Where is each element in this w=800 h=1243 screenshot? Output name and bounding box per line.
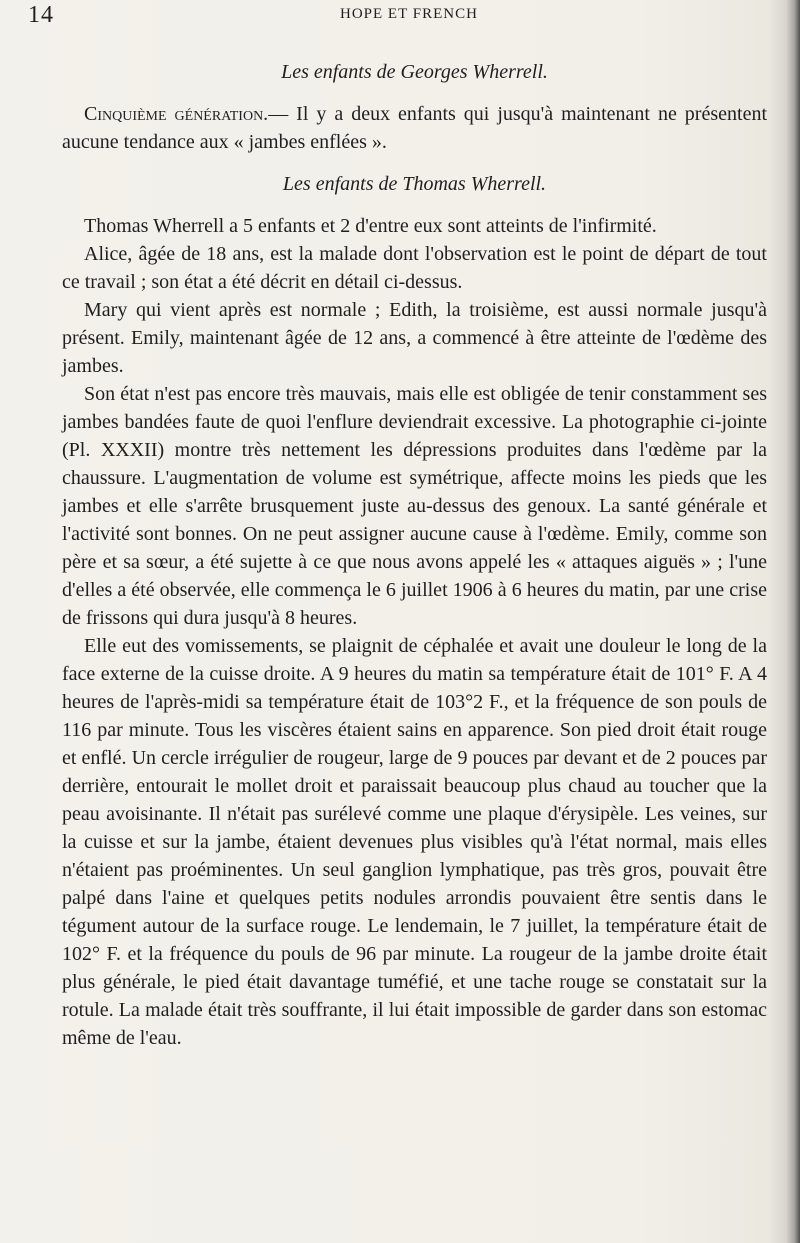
paragraph-1: Thomas Wherrell a 5 enfants et 2 d'entre eux sont atteints de l'infirmité.	[84, 215, 657, 237]
body-text	[62, 58, 767, 1052]
paragraph-4: Son état n'est pas encore très mauvais, mais elle est obligée de tenir constamment ses jambes bandées faute de quoi l'enflure deviendrait excessive. La photographie ci-jointe (Pl. XXXII) montre très nettement les dépressions produites dans l'œdème par la chaussure. L'augmentation de volume est symétrique, affecte moins les pieds que les jambes et elle s'arrête brusquement juste au-dessus des genoux. La santé générale et l'activité sont bonnes. On ne peut assigner aucune cause à l'œdème. Emily, comme son père et sa sœur, a été sujette à ce que nous avons appelé les « attaques aiguës » ; l'une d'elles a été observée, elle commença le 6 juillet 1906 à 6 heures du matin, par une crise de frissons qui dura jusqu'à 8 heures.	[62, 383, 767, 629]
paragraph-2: Alice, âgée de 18 ans, est la malade dont l'observation est le point de départ de tout ce travail ; son état a été décrit en détail ci-dessus.	[62, 243, 767, 293]
section-heading-georges: Les enfants de Georges Wherrell.	[281, 61, 548, 83]
generation-paragraph	[62, 100, 767, 156]
generation-label: Cinquième génération.	[84, 103, 269, 125]
paragraph-5: Elle eut des vomissements, se plaignit de céphalée et avait une douleur le long de la face externe de la cuisse droite. A 9 heures du matin sa température était de 101° F. A 4 heures de l'après-midi sa température était de 103°2 F., et la fréquence de son pouls de 116 par minute. Tous les viscères étaient sains en apparence. Son pied droit était rouge et enflé. Un cercle irrégulier de rougeur, large de 9 pouces par devant et de 2 pouces par derrière, entourait le mollet droit et paraissait beaucoup plus chaud au toucher que la peau avoisinante. Il n'était pas surélevé comme une plaque d'érysipèle. Les veines, sur la cuisse et sur la jambe, étaient devenues plus visibles qu'à l'état normal, mais elles n'étaient pas proéminentes. Un seul ganglion lymphatique, pas très gros, pouvait être palpé dans l'aine et quelques petits nodules arrondis pouvaient être sentis dans le tégument autour de la surface rouge. Le lendemain, le 7 juillet, la température était de 102° F. et la fréquence du pouls de 96 par minute. La rougeur de la jambe droite était plus générale, le pied était davantage tuméfié, et une tache rouge se constatait sur la rotule. La malade était très souffrante, il lui était impossible de garder dans son estomac même de l'eau.	[62, 635, 767, 1049]
generation-text: — Il y a deux enfants qui jusqu'à maintenant ne présentent aucune tendance aux « jambes enflées ».	[62, 103, 767, 153]
paragraph-3: Mary qui vient après est normale ; Edith, la troisième, est aussi normale jusqu'à présent. Emily, maintenant âgée de 12 ans, a commencé à être atteinte de l'œdème des jambes.	[62, 299, 767, 377]
section-heading-thomas: Les enfants de Thomas Wherrell.	[282, 173, 547, 195]
page-edge-shadow	[786, 0, 800, 1243]
page-number: 14	[28, 2, 54, 28]
running-title: HOPE ET FRENCH	[340, 6, 478, 22]
